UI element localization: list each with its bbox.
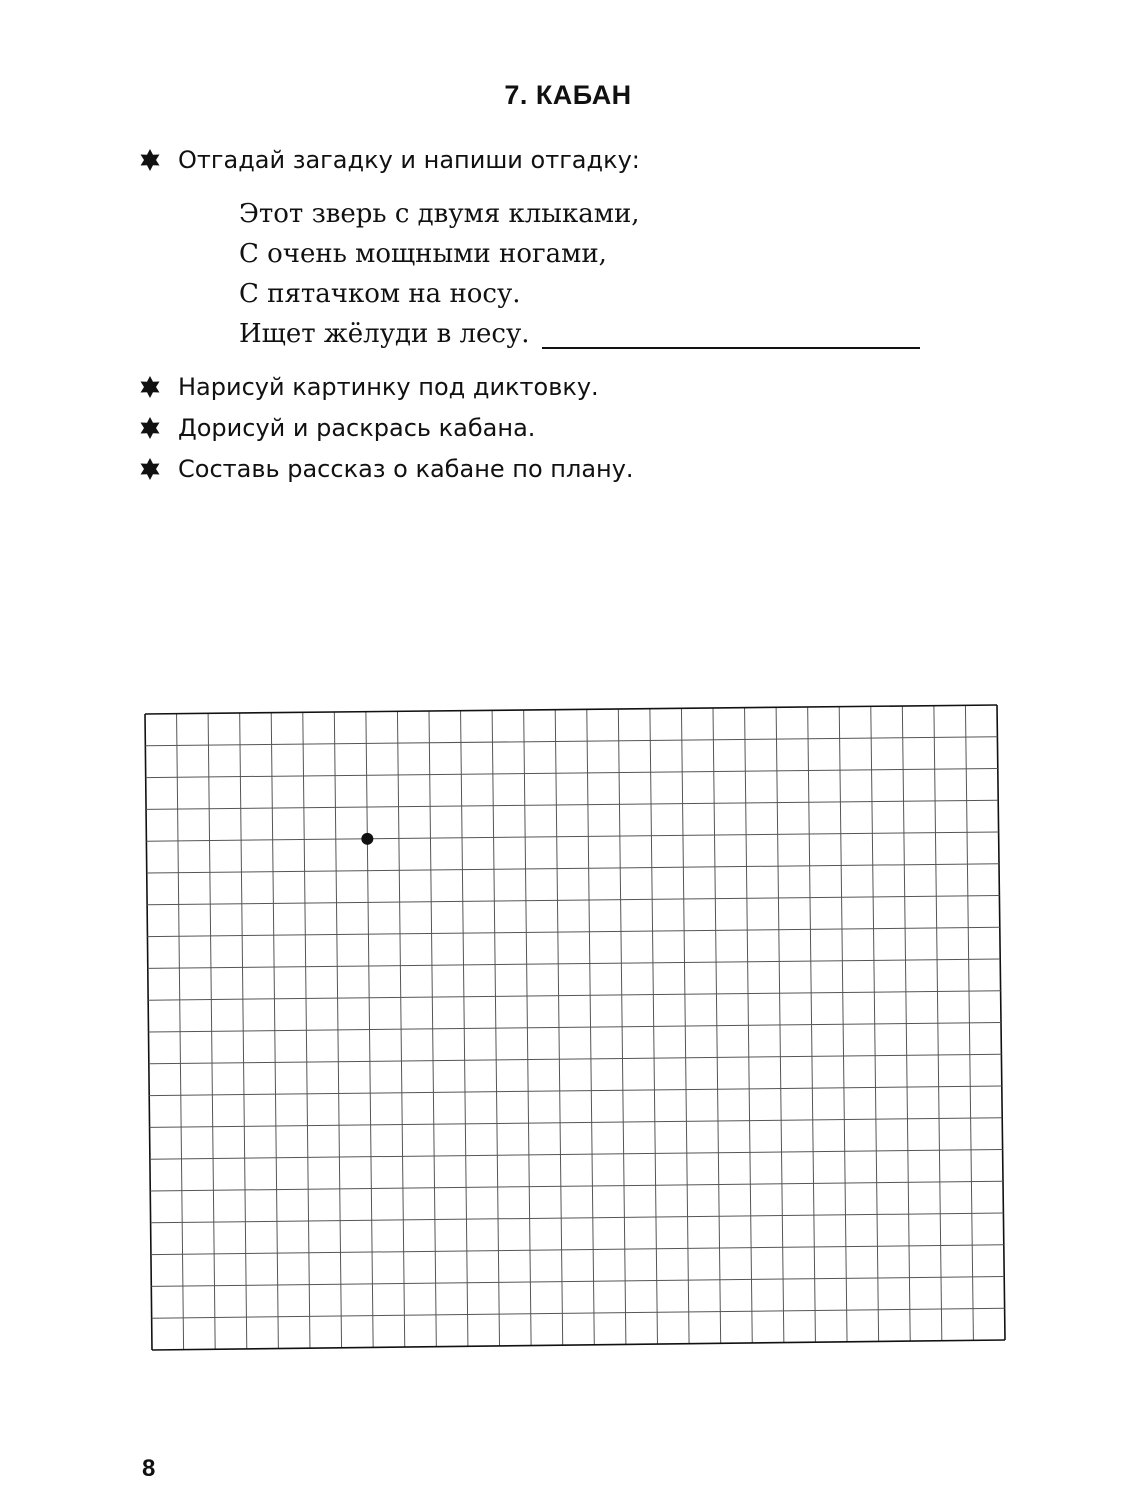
grid-line [145, 737, 997, 746]
page-number: 8 [142, 1455, 156, 1482]
grid-line [145, 705, 997, 714]
riddle-line: Ищет жёлуди в лесу. [239, 319, 530, 349]
task-story-text: Составь рассказ о кабане по плану. [178, 455, 634, 483]
page-title: 7. КАБАН [504, 80, 632, 110]
grid-line [152, 1308, 1005, 1318]
grid-line [150, 1181, 1003, 1191]
task-dictation-text: Нарисуй картинку под диктовку. [178, 373, 599, 401]
grid-line [146, 769, 998, 778]
start-dot [361, 833, 373, 845]
task-riddle-text: Отгадай загадку и напиши отгадку: [178, 146, 640, 174]
grid-line [150, 1150, 1003, 1160]
grid-line [149, 1023, 1002, 1033]
grid-line [147, 927, 999, 936]
task-color-text: Дорисуй и раскрась кабана. [178, 414, 536, 442]
grid-line [146, 832, 998, 841]
grid-line [147, 896, 999, 905]
grid-line [148, 959, 1000, 968]
grid-line [151, 1245, 1004, 1255]
grid-line [151, 1277, 1004, 1287]
grid-line [152, 1340, 1005, 1350]
grid-line [150, 1118, 1003, 1128]
riddle-line: С пятачком на носу. [239, 279, 521, 309]
riddle-line: С очень мощными ногами, [239, 239, 607, 269]
grid-line [147, 864, 999, 873]
grid-line [149, 1054, 1002, 1064]
grid-lines [145, 705, 1005, 1350]
riddle-line: Этот зверь с двумя клыками, [239, 199, 640, 229]
grid-line [146, 800, 998, 809]
grid-line [149, 1086, 1002, 1096]
grid-line [148, 991, 1000, 1000]
grid-line [151, 1213, 1004, 1223]
